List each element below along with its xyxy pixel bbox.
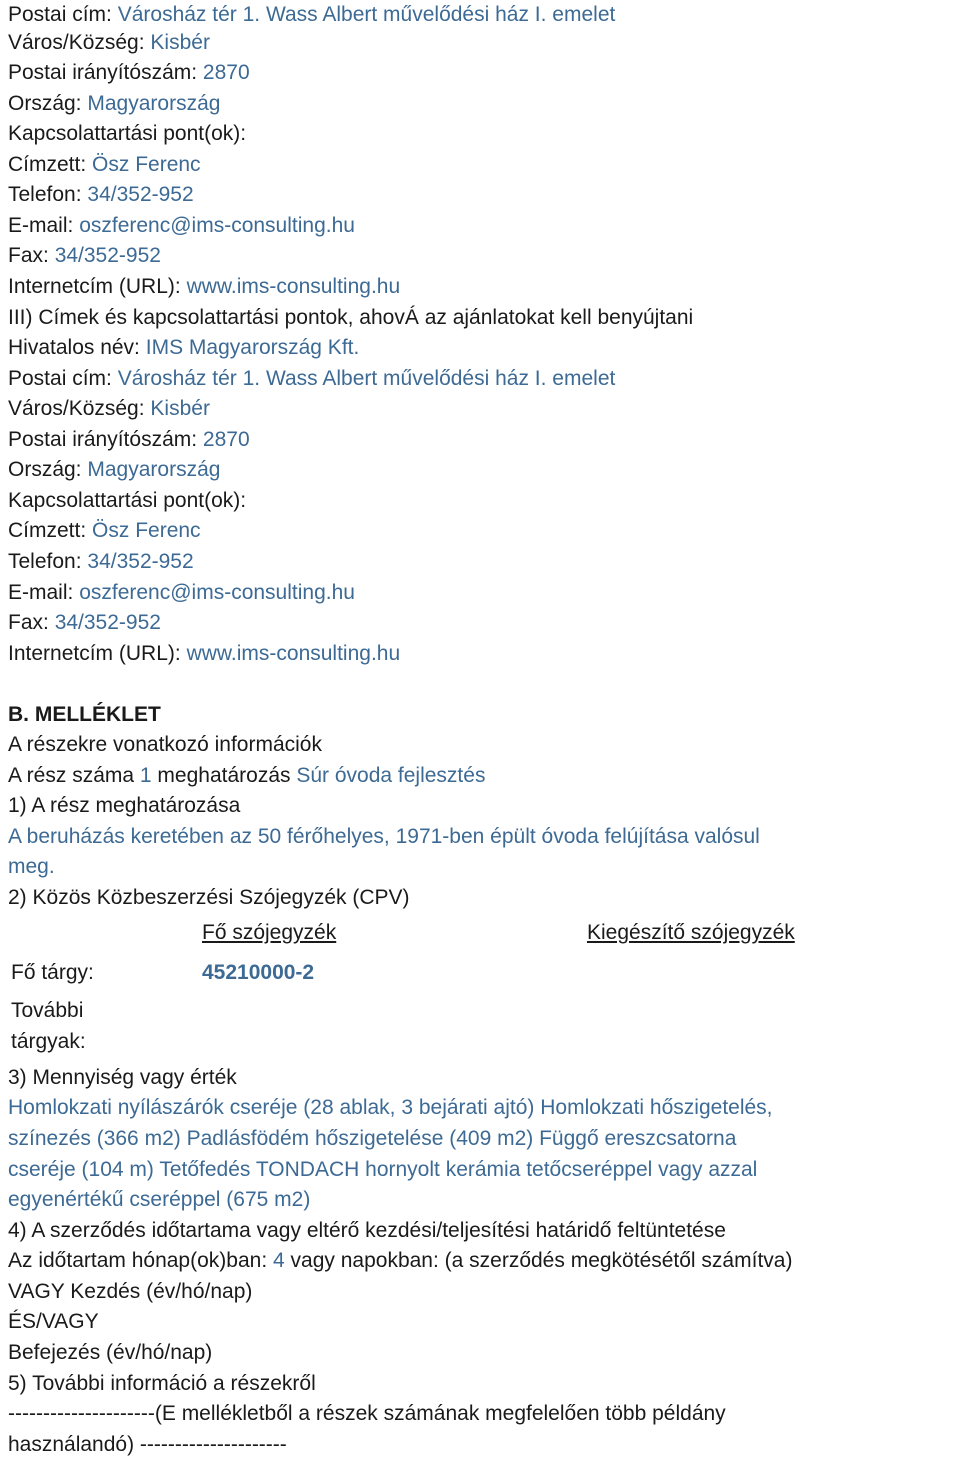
- zip-row: [8, 425, 250, 455]
- part-definition-value: Súr óvoda fejlesztés: [296, 764, 486, 787]
- cpv-main-value: 45210000-2: [202, 961, 315, 984]
- item2-heading: 2) Közös Közbeszerzési Szójegyzék (CPV): [8, 886, 410, 909]
- country-row: [8, 455, 220, 485]
- end-date-row: Befejezés (év/hó/nap): [8, 1341, 213, 1364]
- url-row: [8, 639, 400, 669]
- addressee-label: Címzett:: [8, 153, 87, 176]
- phone-row: [8, 180, 194, 210]
- fax-row: [8, 608, 161, 638]
- zip-value: 2870: [202, 428, 250, 451]
- cpv-col-supplementary: Kiegészítő szójegyzék: [587, 921, 795, 944]
- part-number-value: 1: [139, 764, 152, 787]
- country-value: Magyarország: [87, 458, 221, 481]
- official-name-value: IMS Magyarország Kft.: [145, 336, 360, 359]
- city-row: [8, 28, 210, 58]
- city-label: Város/Község:: [8, 31, 145, 54]
- phone-label: Telefon:: [8, 183, 82, 206]
- url-row: [8, 272, 400, 302]
- item3-text-line: egyenértékű cseréppel (675 m2): [8, 1188, 311, 1211]
- zip-label: Postai irányítószám:: [8, 61, 198, 84]
- email-label: E-mail:: [8, 581, 74, 604]
- email-row: [8, 578, 355, 608]
- phone-label: Telefon:: [8, 550, 82, 573]
- fax-label: Fax:: [8, 611, 49, 634]
- item3-text-line: színezés (366 m2) Padlásfödém hőszigetelése (409 m2) Függő ereszcsatorna: [8, 1127, 737, 1150]
- zip-row: [8, 58, 250, 88]
- phone-value: 34/352-952: [87, 550, 194, 573]
- zip-value: 2870: [202, 61, 250, 84]
- url-label: Internetcím (URL):: [8, 642, 181, 665]
- postal-address-row: [8, 0, 615, 30]
- country-label: Ország:: [8, 458, 82, 481]
- city-value: Kisbér: [150, 397, 210, 420]
- item4-heading: 4) A szerződés időtartama vagy eltérő kezdési/teljesítési határidő feltüntetése: [8, 1219, 726, 1242]
- addressee-value: Ösz Ferenc: [92, 519, 201, 542]
- city-label: Város/Község:: [8, 397, 145, 420]
- zip-label: Postai irányítószám:: [8, 428, 198, 451]
- and-or-text: ÉS/VAGY: [8, 1310, 99, 1333]
- email-value[interactable]: oszferenc@ims-consulting.hu: [79, 214, 355, 237]
- fax-label: Fax:: [8, 244, 49, 267]
- item1-text-line: A beruházás keretében az 50 férőhelyes, 1971-ben épült óvoda felújítása valósul: [8, 825, 760, 848]
- annex-title: B. MELLÉKLET: [8, 703, 161, 726]
- fax-value: 34/352-952: [54, 244, 161, 267]
- phone-value: 34/352-952: [87, 183, 194, 206]
- addressee-value: Ösz Ferenc: [92, 153, 201, 176]
- phone-row: [8, 547, 194, 577]
- url-value[interactable]: www.ims-consulting.hu: [186, 275, 401, 298]
- part-number-row: [8, 761, 485, 791]
- city-value: Kisbér: [150, 31, 210, 54]
- country-label: Ország:: [8, 92, 82, 115]
- fax-value: 34/352-952: [54, 611, 161, 634]
- email-label: E-mail:: [8, 214, 74, 237]
- postal-address-label: Postai cím:: [8, 3, 112, 26]
- item1-text-line: meg.: [8, 855, 55, 878]
- postal-address-value: Városház tér 1. Wass Albert művelődési ház I. emelet: [117, 367, 616, 390]
- url-value[interactable]: www.ims-consulting.hu: [186, 642, 401, 665]
- item3-text-line: Homlokzati nyílászárók cseréje (28 ablak, 3 bejárati ajtó) Homlokzati hőszigetelés,: [8, 1096, 773, 1119]
- duration-months-label: Az időtartam hónap(ok)ban:: [8, 1249, 268, 1272]
- section3-heading: III) Címek és kapcsolattartási pontok, ahovÁ az ajánlatokat kell benyújtani: [8, 306, 694, 329]
- cpv-additional-label: tárgyak:: [11, 1030, 86, 1053]
- annex-subtitle: A részekre vonatkozó információk: [8, 733, 322, 756]
- cpv-main-label: Fő tárgy:: [11, 961, 94, 984]
- footer-note-line: használandó) ---------------------: [8, 1433, 287, 1456]
- email-row: [8, 211, 355, 241]
- cpv-additional-label: További: [11, 999, 84, 1022]
- official-name-row: [8, 333, 359, 363]
- duration-row: [8, 1246, 792, 1276]
- country-value: Magyarország: [87, 92, 221, 115]
- item5-heading: 5) További információ a részekről: [8, 1372, 316, 1395]
- email-value[interactable]: oszferenc@ims-consulting.hu: [79, 581, 355, 604]
- duration-days-label: vagy napokban: (a szerződés megkötésétől számítva): [290, 1249, 793, 1272]
- cpv-col-main: Fő szójegyzék: [202, 921, 337, 944]
- fax-row: [8, 241, 161, 271]
- duration-months-value: 4: [273, 1249, 285, 1272]
- url-label: Internetcím (URL):: [8, 275, 181, 298]
- postal-address-value: Városház tér 1. Wass Albert művelődési ház I. emelet: [117, 3, 616, 26]
- contact-points-label: Kapcsolattartási pont(ok):: [8, 489, 247, 512]
- addressee-row: [8, 516, 201, 546]
- footer-note-line: ---------------------(E mellékletből a részek számának megfelelően több példány: [8, 1402, 726, 1425]
- item1-heading: 1) A rész meghatározása: [8, 794, 241, 817]
- item3-text-line: cseréje (104 m) Tetőfedés TONDACH hornyolt kerámia tetőcseréppel vagy azzal: [8, 1158, 758, 1181]
- country-row: [8, 89, 220, 119]
- part-definition-label: meghatározás: [157, 764, 291, 787]
- start-date-row: VAGY Kezdés (év/hó/nap): [8, 1280, 253, 1303]
- city-row: [8, 394, 210, 424]
- postal-address-row: [8, 364, 615, 394]
- postal-address-label: Postai cím:: [8, 367, 112, 390]
- item3-heading: 3) Mennyiség vagy érték: [8, 1066, 237, 1089]
- addressee-label: Címzett:: [8, 519, 87, 542]
- contact-points-label: Kapcsolattartási pont(ok):: [8, 122, 247, 145]
- official-name-label: Hivatalos név:: [8, 336, 140, 359]
- addressee-row: [8, 150, 201, 180]
- part-number-label: A rész száma: [8, 764, 135, 787]
